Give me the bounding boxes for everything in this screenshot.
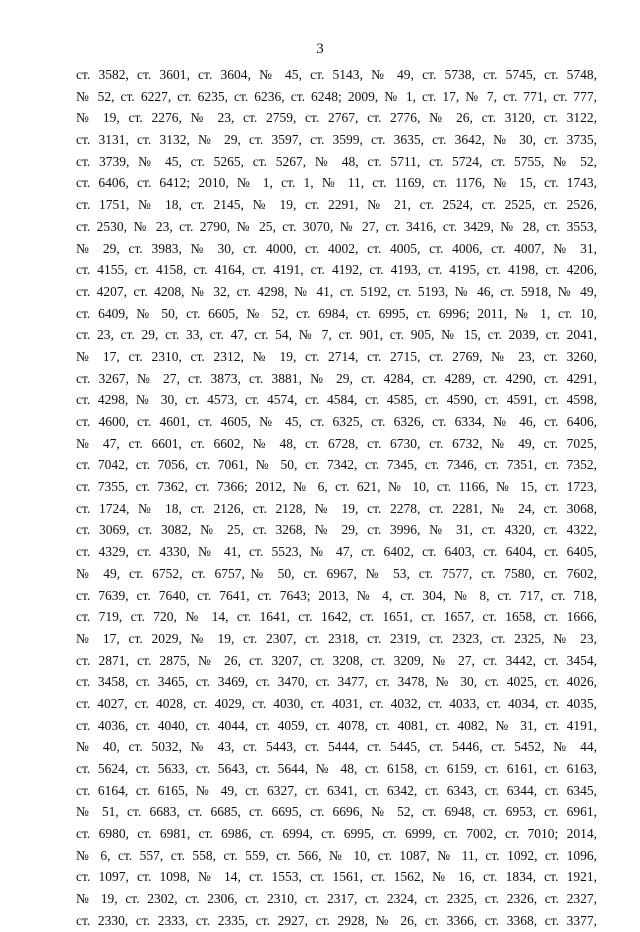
text-line: ст. 4207, ст. 4208, № 32, ст. 4298, № 41, ст. 5192, ст. 5193, № 46, ст. 5918, № 49,: [76, 283, 597, 299]
text-line: ст. 5624, ст. 5633, ст. 5643, ст. 5644, № 48, ст. 6158, ст. 6159, ст. 6161, ст. 6163,: [76, 761, 597, 776]
text-line: ст. 4298, № 30, ст. 4573, ст. 4574, ст. 4584, ст. 4585, ст. 4590, ст. 4591, ст. 4598,: [76, 392, 597, 408]
page-number: 3: [316, 41, 324, 57]
text-line: ст. 1751, № 18, ст. 2145, № 19, ст. 2291, № 21, ст. 2524, ст. 2525, ст. 2526,: [76, 197, 597, 213]
document-body: [76, 64, 597, 932]
text-line: ст. 7355, ст. 7362, ст. 7366; 2012, № 6, ст. 621, № 10, ст. 1166, № 15, ст. 1723,: [76, 479, 597, 495]
text-line: ст. 719, ст. 720, № 14, ст. 1641, ст. 1642, ст. 1651, ст. 1657, ст. 1658, ст. 1666,: [76, 609, 597, 625]
text-line: ст. 4600, ст. 4601, ст. 4605, № 45, ст. 6325, ст. 6326, ст. 6334, № 46, ст. 6406,: [76, 414, 597, 429]
text-line: ст. 7042, ст. 7056, ст. 7061, № 50, ст. 7342, ст. 7345, ст. 7346, ст. 7351, ст. 7352,: [76, 457, 597, 473]
text-line: № 49, ст. 6752, ст. 6757,№ 50, ст. 6967, № 53, ст. 7577, ст. 7580, ст. 7602,: [76, 565, 597, 581]
text-line: ст. 2330, ст. 2333, ст. 2335, ст. 2927, ст. 2928, № 26, ст. 3366, ст. 3368, ст. 3377,: [76, 912, 597, 928]
text-line: № 40, ст. 5032, № 43, ст. 5443, ст. 5444, ст. 5445, ст. 5446, ст. 5452, № 44,: [76, 739, 597, 755]
text-line: № 52, ст. 6227, ст. 6235, ст. 6236, ст. 6248; 2009, № 1, ст. 17, № 7, ст. 771, ст. 777,: [76, 88, 597, 104]
text-line: № 19, ст. 2302, ст. 2306, ст. 2310, ст. 2317, ст. 2324, ст. 2325, ст. 2326, ст. 2327,: [76, 891, 597, 907]
text-line: ст. 6406, ст. 6412; 2010, № 1, ст. 1, № 11, ст. 1169, ст. 1176, № 15, ст. 1743,: [76, 175, 597, 191]
text-line: ст. 3582, ст. 3601, ст. 3604, № 45, ст. 5143, № 49, ст. 5738, ст. 5745, ст. 5748,: [76, 67, 597, 82]
text-line: № 17, ст. 2029, № 19, ст. 2307, ст. 2318, ст. 2319, ст. 2323, ст. 2325, № 23,: [76, 630, 597, 646]
text-line: ст. 6409, № 50, ст. 6605, № 52, ст. 6984, ст. 6995, ст. 6996; 2011, № 1, ст. 10,: [76, 305, 597, 321]
text-line: ст. 6164, ст. 6165, № 49, ст. 6327, ст. 6341, ст. 6342, ст. 6343, ст. 6344, ст. 6345,: [76, 782, 597, 798]
text-line: ст. 4036, ст. 4040, ст. 4044, ст. 4059, ст. 4078, ст. 4081, ст. 4082, № 31, ст. 4191,: [76, 717, 597, 733]
text-line: № 17, ст. 2310, ст. 2312, № 19, ст. 2714, ст. 2715, ст. 2769, № 23, ст. 3260,: [76, 348, 597, 364]
text-line: ст. 1724, № 18, ст. 2126, ст. 2128, № 19, ст. 2278, ст. 2281, № 24, ст. 3068,: [76, 500, 597, 516]
text-line: ст. 2530, № 23, ст. 2790, № 25, ст. 3070, № 27, ст. 3416, ст. 3429, № 28, ст. 3553,: [76, 218, 597, 234]
text-line: ст. 4027, ст. 4028, ст. 4029, ст. 4030, ст. 4031, ст. 4032, ст. 4033, ст. 4034, ст. 4035,: [76, 695, 597, 711]
text-line: ст. 23, ст. 29, ст. 33, ст. 47, ст. 54, № 7, ст. 901, ст. 905, № 15, ст. 2039, ст. 2041,: [76, 327, 597, 343]
text-line: ст. 3739, № 45, ст. 5265, ст. 5267, № 48, ст. 5711, ст. 5724, ст. 5755, № 52,: [76, 153, 597, 169]
text-line: № 29, ст. 3983, № 30, ст. 4000, ст. 4002, ст. 4005, ст. 4006, ст. 4007, № 31,: [76, 240, 597, 256]
text-line: № 47, ст. 6601, ст. 6602, № 48, ст. 6728, ст. 6730, ст. 6732, № 49, ст. 7025,: [76, 435, 597, 451]
text-line: № 51, ст. 6683, ст. 6685, ст. 6695, ст. 6696, № 52, ст. 6948, ст. 6953, ст. 6961,: [76, 804, 597, 820]
text-line: ст. 3131, ст. 3132, № 29, ст. 3597, ст. 3599, ст. 3635, ст. 3642, № 30, ст. 3735,: [76, 132, 597, 148]
text-line: № 6, ст. 557, ст. 558, ст. 559, ст. 566, № 10, ст. 1087, № 11, ст. 1092, ст. 1096,: [76, 847, 597, 863]
text-line: ст. 4329, ст. 4330, № 41, ст. 5523, № 47, ст. 6402, ст. 6403, ст. 6404, ст. 6405,: [76, 544, 597, 560]
text-line: № 19, ст. 2276, № 23, ст. 2759, ст. 2767, ст. 2776, № 26, ст. 3120, ст. 3122,: [76, 110, 597, 126]
text-line: ст. 4155, ст. 4158, ст. 4164, ст. 4191, ст. 4192, ст. 4193, ст. 4195, ст. 4198, ст. 4206,: [76, 262, 597, 278]
text-line: ст. 3069, ст. 3082, № 25, ст. 3268, № 29, ст. 3996, № 31, ст. 4320, ст. 4322,: [76, 522, 597, 538]
text-line: ст. 6980, ст. 6981, ст. 6986, ст. 6994, ст. 6995, ст. 6999, ст. 7002, ст. 7010; 2014,: [76, 826, 597, 842]
text-line: ст. 3458, ст. 3465, ст. 3469, ст. 3470, ст. 3477, ст. 3478, № 30, ст. 4025, ст. 4026,: [76, 674, 597, 690]
text-line: ст. 3267, № 27, ст. 3873, ст. 3881, № 29, ст. 4284, ст. 4289, ст. 4290, ст. 4291,: [76, 370, 597, 386]
text-line: ст. 7639, ст. 7640, ст. 7641, ст. 7643; 2013, № 4, ст. 304, № 8, ст. 717, ст. 718,: [76, 587, 597, 603]
text-line: ст. 2871, ст. 2875, № 26, ст. 3207, ст. 3208, ст. 3209, № 27, ст. 3442, ст. 3454,: [76, 652, 597, 668]
text-line: ст. 1097, ст. 1098, № 14, ст. 1553, ст. 1561, ст. 1562, № 16, ст. 1834, ст. 1921,: [76, 869, 597, 885]
